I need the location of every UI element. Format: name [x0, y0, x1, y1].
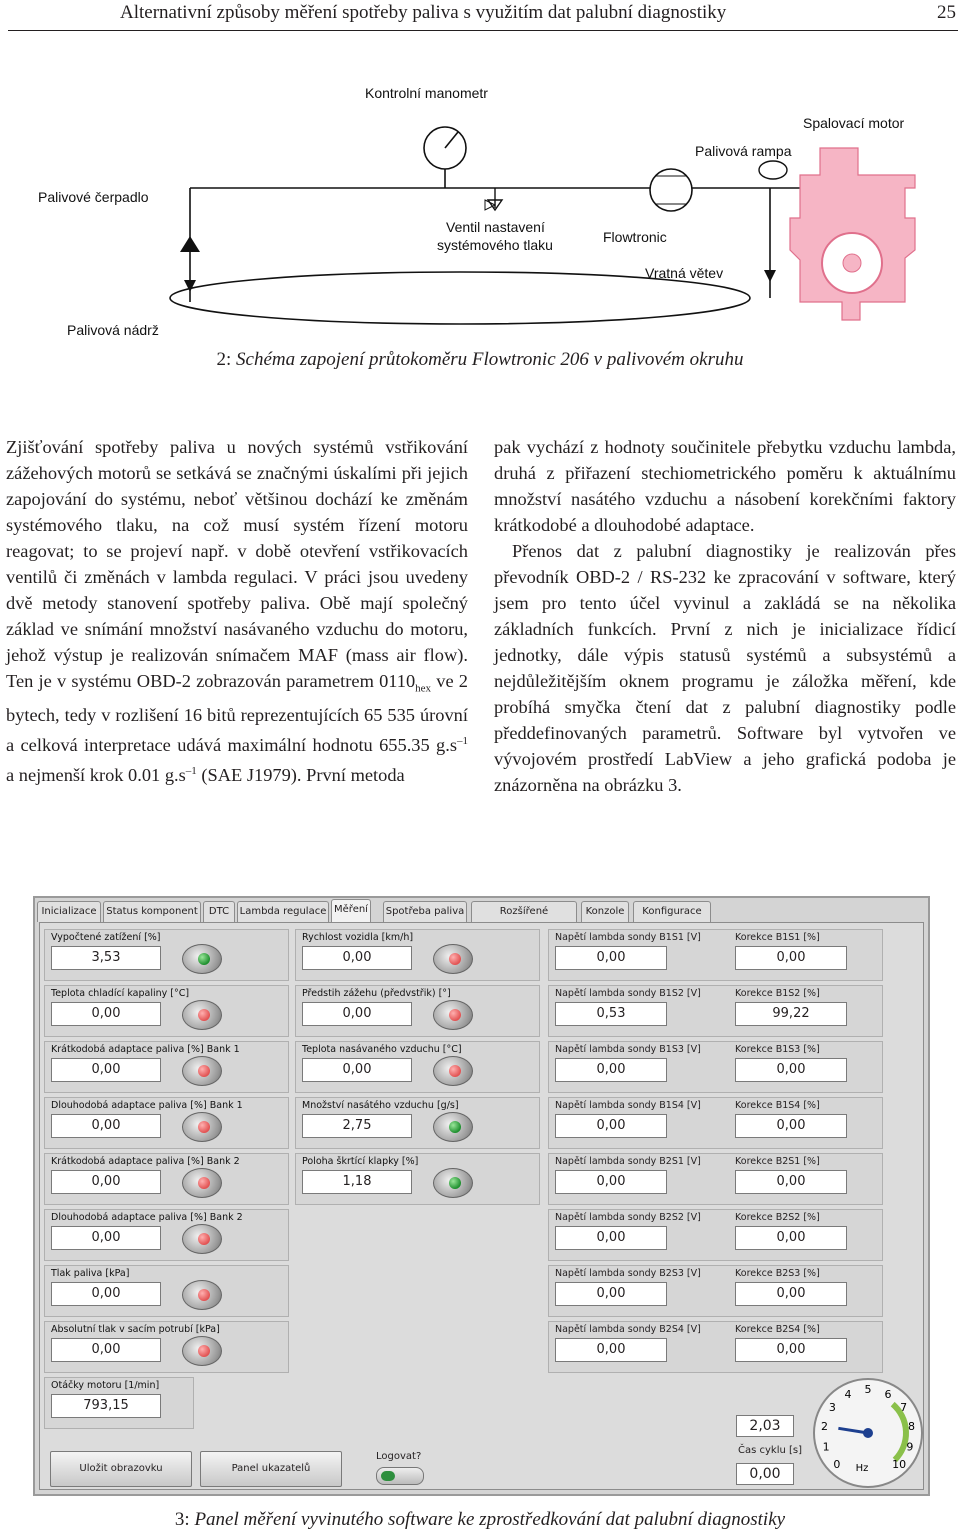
engine-symbol	[790, 148, 915, 320]
status-led	[182, 1224, 222, 1254]
param-value: 0,00	[51, 1114, 161, 1138]
tab-mereni[interactable]: Měření	[331, 899, 371, 922]
tab-content	[39, 922, 924, 1490]
param-value: 2,75	[302, 1114, 412, 1138]
lambda-value: 0,00	[555, 1338, 667, 1362]
running-title: Alternativní způsoby měření spotřeby paliva s využitím dat palubní diagnostiky	[120, 2, 727, 23]
correction-value: 0,00	[735, 1282, 847, 1306]
param-cell: Vypočtené zatížení [%] 3,53	[44, 929, 289, 981]
cycle-top-value: 2,03	[736, 1415, 794, 1437]
lambda-cell: Napětí lambda sondy B1S1 [V] Korekce B1S1 [%] 0,00 0,00	[548, 929, 883, 981]
rpm-cell: Otáčky motoru [1/min] 793,15	[44, 1377, 194, 1429]
lambda-cell: Napětí lambda sondy B1S2 [V] Korekce B1S2 [%] 0,53 99,22	[548, 985, 883, 1037]
lambda-value: 0,00	[555, 1170, 667, 1194]
param-cell: Absolutní tlak v sacím potrubí [kPa] 0,00	[44, 1321, 289, 1373]
param-value: 0,00	[302, 946, 412, 970]
param-cell: Teplota chladící kapaliny [°C] 0,00	[44, 985, 289, 1037]
pump-symbol	[180, 236, 200, 252]
param-value: 0,00	[51, 1058, 161, 1082]
running-header	[8, 0, 958, 31]
status-led	[182, 944, 222, 974]
label-valve-1: Ventil nastavení	[446, 219, 545, 235]
label-flowtronic: Flowtronic	[603, 229, 667, 245]
param-value: 1,18	[302, 1170, 412, 1194]
param-value: 0,00	[51, 1338, 161, 1362]
status-led	[182, 1000, 222, 1030]
lambda-value: 0,00	[555, 1058, 667, 1082]
label-valve-2: systémového tlaku	[437, 237, 553, 253]
gauge-tick-label: 6	[884, 1387, 892, 1401]
lambda-value: 0,00	[555, 1282, 667, 1306]
indicator-panel-button[interactable]: Panel ukazatelů	[200, 1451, 342, 1487]
gauge-unit: Hz	[855, 1463, 869, 1474]
param-value: 3,53	[51, 946, 161, 970]
status-led	[433, 1000, 473, 1030]
gauge-tick-label: 8	[907, 1420, 915, 1434]
gauge-tick-label: 4	[844, 1387, 852, 1401]
paragraph: Přenos dat z palubní diagnostiky je realizován přes převodník OBD-2 / RS-232 ke zpracování v software, který jsem pro tento účel vyvinul a zakládá se na několika základních funkcích. První z nich je inicializace řídicí jednotky, dále výpis statusů systémů a subsystémů a nejdůležitějším oknem programu je záložka měření, kde probíhá smyčka čtení dat z palubní diagnostiky podle předdefinovaných parametrů. Software byl vytvořen ve vývojovém prostředí LabView a jeho grafická podoba je znázorněna na obrázku 3.	[494, 541, 956, 795]
correction-value: 0,00	[735, 1338, 847, 1362]
param-cell: Množství nasátého vzduchu [g/s] 2,75	[295, 1097, 540, 1149]
label-engine: Spalovací motor	[803, 115, 905, 131]
flowtronic-symbol	[650, 169, 692, 211]
label-tank: Palivová nádrž	[67, 322, 159, 338]
gauge-tick-label: 5	[864, 1383, 872, 1396]
param-cell: Dlouhodobá adaptace paliva [%] Bank 1 0,00	[44, 1097, 289, 1149]
figure-2-caption: 2: Schéma zapojení průtokoměru Flowtronic 206 v palivovém okruhu	[216, 349, 744, 370]
param-value: 0,00	[302, 1002, 412, 1026]
gauge-tick-label: 10	[892, 1458, 907, 1472]
gauge-tick-label: 2	[821, 1420, 829, 1434]
lambda-value: 0,00	[555, 1226, 667, 1250]
label-manometer: Kontrolní manometr	[365, 85, 488, 101]
status-led	[182, 1336, 222, 1366]
tab-inicializace[interactable]: Inicializace	[37, 901, 101, 922]
rpm-value: 793,15	[51, 1394, 161, 1418]
param-cell: Předstih zážehu (předvstřik) [°] 0,00	[295, 985, 540, 1037]
param-cell: Teplota nasávaného vzduchu [°C] 0,00	[295, 1041, 540, 1093]
lambda-value: 0,53	[555, 1002, 667, 1026]
correction-value: 0,00	[735, 1170, 847, 1194]
correction-value: 0,00	[735, 1226, 847, 1250]
param-value: 0,00	[302, 1058, 412, 1082]
gauge-tick-label: 0	[833, 1458, 841, 1472]
tab-dtc[interactable]: DTC	[203, 901, 235, 922]
param-value: 0,00	[51, 1170, 161, 1194]
param-value: 0,00	[51, 1002, 161, 1026]
frequency-gauge	[810, 1371, 926, 1491]
body-text-left	[6, 434, 468, 788]
param-value: 0,00	[51, 1226, 161, 1250]
status-led	[433, 1112, 473, 1142]
correction-value: 0,00	[735, 946, 847, 970]
cycle-time-label: Čas cyklu [s]	[738, 1445, 803, 1456]
fuel-rail-symbol	[759, 161, 787, 179]
status-led	[182, 1056, 222, 1086]
param-cell: Tlak paliva [kPa] 0,00	[44, 1265, 289, 1317]
body-text-right	[494, 434, 956, 798]
lambda-value: 0,00	[555, 946, 667, 970]
param-cell: Rychlost vozidla [km/h] 0,00	[295, 929, 540, 981]
logging-toggle[interactable]	[376, 1467, 424, 1485]
tab-konfigurace[interactable]: Konfigurace	[633, 901, 711, 922]
tab-lambda[interactable]: Lambda regulace	[237, 901, 329, 922]
lambda-cell: Napětí lambda sondy B2S1 [V] Korekce B2S1 [%] 0,00 0,00	[548, 1153, 883, 1205]
status-led	[182, 1112, 222, 1142]
gauge-tick-label: 7	[900, 1401, 908, 1415]
status-led	[433, 944, 473, 974]
gauge-hub	[863, 1428, 873, 1438]
figure-3-caption: 3: Panel měření vyvinutého software ke zprostředkování dat palubní diagnostiky	[174, 1509, 786, 1530]
page-number: 25	[937, 2, 956, 23]
correction-value: 0,00	[735, 1114, 847, 1138]
measurement-panel	[33, 896, 930, 1496]
logging-label: Logovat?	[376, 1451, 422, 1462]
lambda-value: 0,00	[555, 1114, 667, 1138]
paragraph: Zjišťování spotřeby paliva u nových systémů vstřikování zážehových motorů se setkává se značnými úskalími při jejich zapojování do systému, neboť většinou dochází ke změnám systémového tlaku, na což musí systém řízení motoru reagovat; to se projeví např. v době otevření vstřikovacích ventilů či změnách v lambda regulaci. V práci jsou uvedeny dvě metody stanovení spotřeby paliva. Obě mají společný základ ve snímání množství nasávaného vzduchu do motoru, jehož výstup je realizován snímačem MAF (mass air flow). Ten je v systému OBD-2 zobrazován parametrem $0110_{hex}$ ve 2 bytech, tedy v rozlišení 16 bitů reprezentujících 65 535 úrovní a celková interpretace udává maximální hodnotu 655.35 $g.s^{-1}$ a nejmenší krok 0.01 $g.s^{-1}$ (SAE J1979). První metoda	[6, 437, 468, 785]
lambda-cell: Napětí lambda sondy B2S2 [V] Korekce B2S2 [%] 0,00 0,00	[548, 1209, 883, 1261]
param-cell: Dlouhodobá adaptace paliva [%] Bank 2 0,00	[44, 1209, 289, 1261]
tab-rozsirene[interactable]: Rozšířené	[471, 901, 577, 922]
gauge-tick-label: 3	[828, 1401, 836, 1415]
label-pump: Palivové čerpadlo	[38, 189, 149, 205]
gauge-tick-label: 1	[822, 1440, 830, 1454]
tab-bar	[35, 898, 928, 922]
gauge-tick-label: 9	[906, 1440, 914, 1454]
lambda-cell: Napětí lambda sondy B1S3 [V] Korekce B1S3 [%] 0,00 0,00	[548, 1041, 883, 1093]
status-led	[182, 1168, 222, 1198]
tab-konzole[interactable]: Konzole	[581, 901, 629, 922]
correction-value: 0,00	[735, 1058, 847, 1082]
param-cell: Krátkodobá adaptace paliva [%] Bank 2 0,00	[44, 1153, 289, 1205]
label-rail: Palivová rampa	[695, 143, 792, 159]
param-cell: Poloha škrtící klapky [%] 1,18	[295, 1153, 540, 1205]
status-led	[182, 1280, 222, 1310]
label-return: Vratná větev	[645, 265, 724, 281]
fuel-circuit-diagram	[0, 40, 960, 340]
status-led	[433, 1168, 473, 1198]
param-cell: Krátkodobá adaptace paliva [%] Bank 1 0,00	[44, 1041, 289, 1093]
tab-status[interactable]: Status komponent	[103, 901, 201, 922]
lambda-cell: Napětí lambda sondy B1S4 [V] Korekce B1S4 [%] 0,00 0,00	[548, 1097, 883, 1149]
save-screen-button[interactable]: Uložit obrazovku	[50, 1451, 192, 1487]
status-led	[433, 1056, 473, 1086]
paragraph: pak vychází z hodnoty součinitele přebytku vzduchu lambda, druhá z přiřazení stechiometrického poměru k aktuálnímu množství nasátého vzduchu a násobení korekčními faktory krátkodobé a dlouhodobé adaptace.	[494, 437, 956, 535]
correction-value: 99,22	[735, 1002, 847, 1026]
param-value: 0,00	[51, 1282, 161, 1306]
tab-spotreba[interactable]: Spotřeba paliva	[383, 901, 467, 922]
lambda-cell: Napětí lambda sondy B2S3 [V] Korekce B2S3 [%] 0,00 0,00	[548, 1265, 883, 1317]
lambda-cell: Napětí lambda sondy B2S4 [V] Korekce B2S4 [%] 0,00 0,00	[548, 1321, 883, 1373]
cycle-time-value: 0,00	[736, 1463, 794, 1485]
